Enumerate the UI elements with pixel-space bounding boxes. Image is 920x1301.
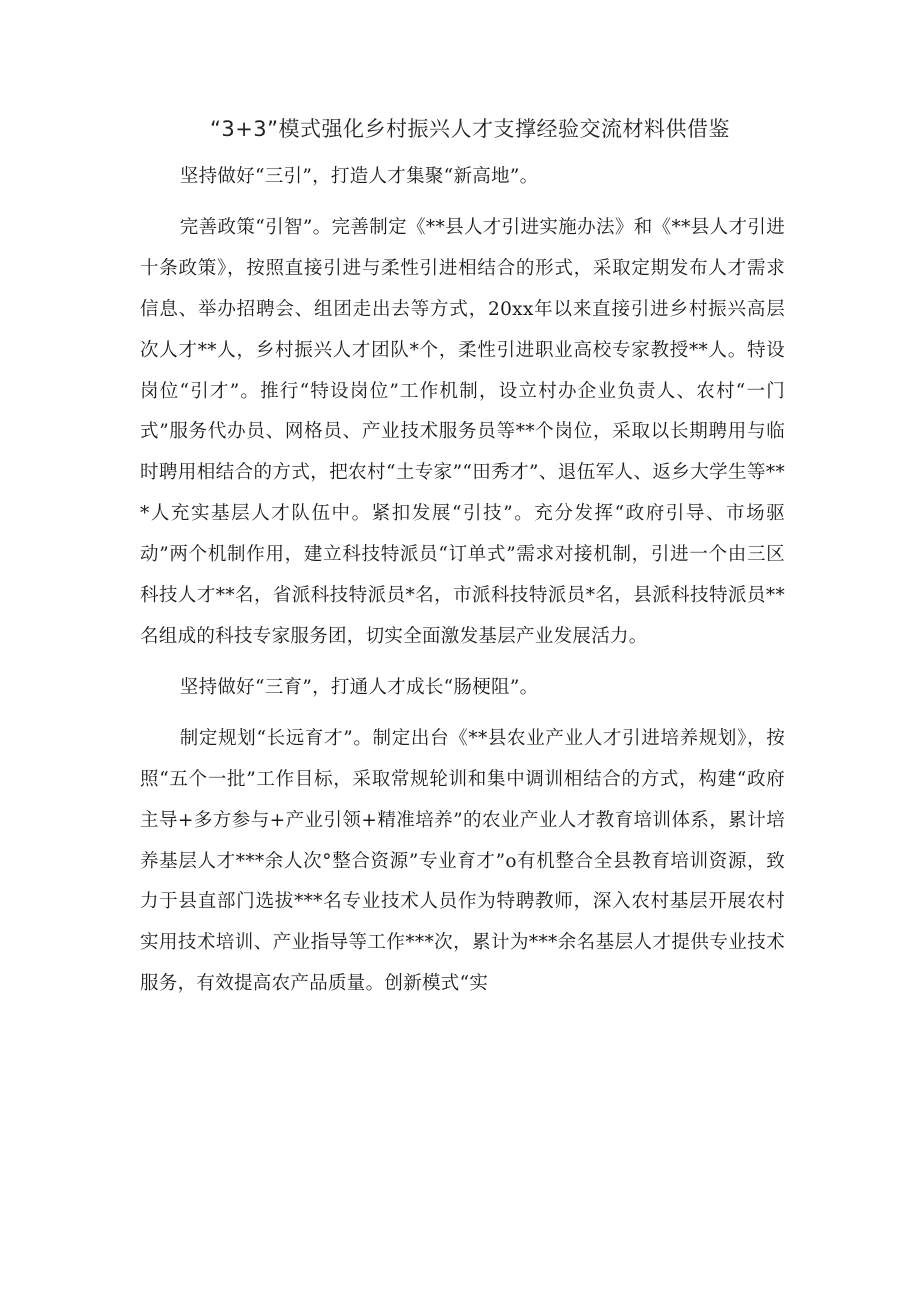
section-heading-three-cultivations: 坚持做好“三育”，打通人才成长“肠梗阻”。 (179, 676, 539, 698)
document-title: “3+3”模式强化乡村振兴人才支撑经验交流材料供借鉴 (209, 117, 731, 141)
body-paragraph-cultivations: 制定规划“长远育才”。制定出台《**县农业产业人才引进培养规划》，按照“五个一批”工作目标，采取常规轮训和集中调训相结合的方式，构建“政府主导+多方参与+产业引领+精准培养”的农业产业人才教育培训体系，累计培养基层人才***余人次°整合资源”专业育才”o有机整合全县教育培训资源，致力于县直部门选拔***名专业技术人员作为特聘教师，深入农村基层开展农村实用技术培训、产业指导等工作***次，累计为***余名基层人才提供专业技术服务，有效提高农产品质量。创新模式“实 (140, 727, 785, 995)
section-heading-three-introductions: 坚持做好“三引”，打造人才集聚“新高地”。 (179, 166, 539, 187)
document-body (140, 157, 785, 1005)
body-paragraph-introductions: 完善政策“引智”。完善制定《**县人才引进实施办法》和《**县人才引进十条政策》，按照直接引进与柔性引进相结合的形式，采取定期发布人才需求信息、举办招聘会、组团走出去等方式，20xx年以来直接引进乡村振兴高层次人才**人，乡村振兴人才团队*个，柔性引进职业高校专家教授**人。特设岗位“引才”。推行“特设岗位”工作机制，设立村办企业负责人、农村“一门式”服务代办员、网格员、产业技术服务员等**个岗位，采取以长期聘用与临时聘用相结合的方式，把农村“土专家”“田秀才”、退伍军人、返乡大学生等***人充实基层人才队伍中。紧扣发展“引技”。充分发挥“政府引导、市场驱动”两个机制作用，建立科技特派员“订单式”需求对接机制，引进一个由三区科技人才**名，省派科技特派员*名，市派科技特派员*名，县派科技特派员**名组成的科技专家服务团，切实全面激发基层产业发展活力。 (140, 216, 785, 647)
